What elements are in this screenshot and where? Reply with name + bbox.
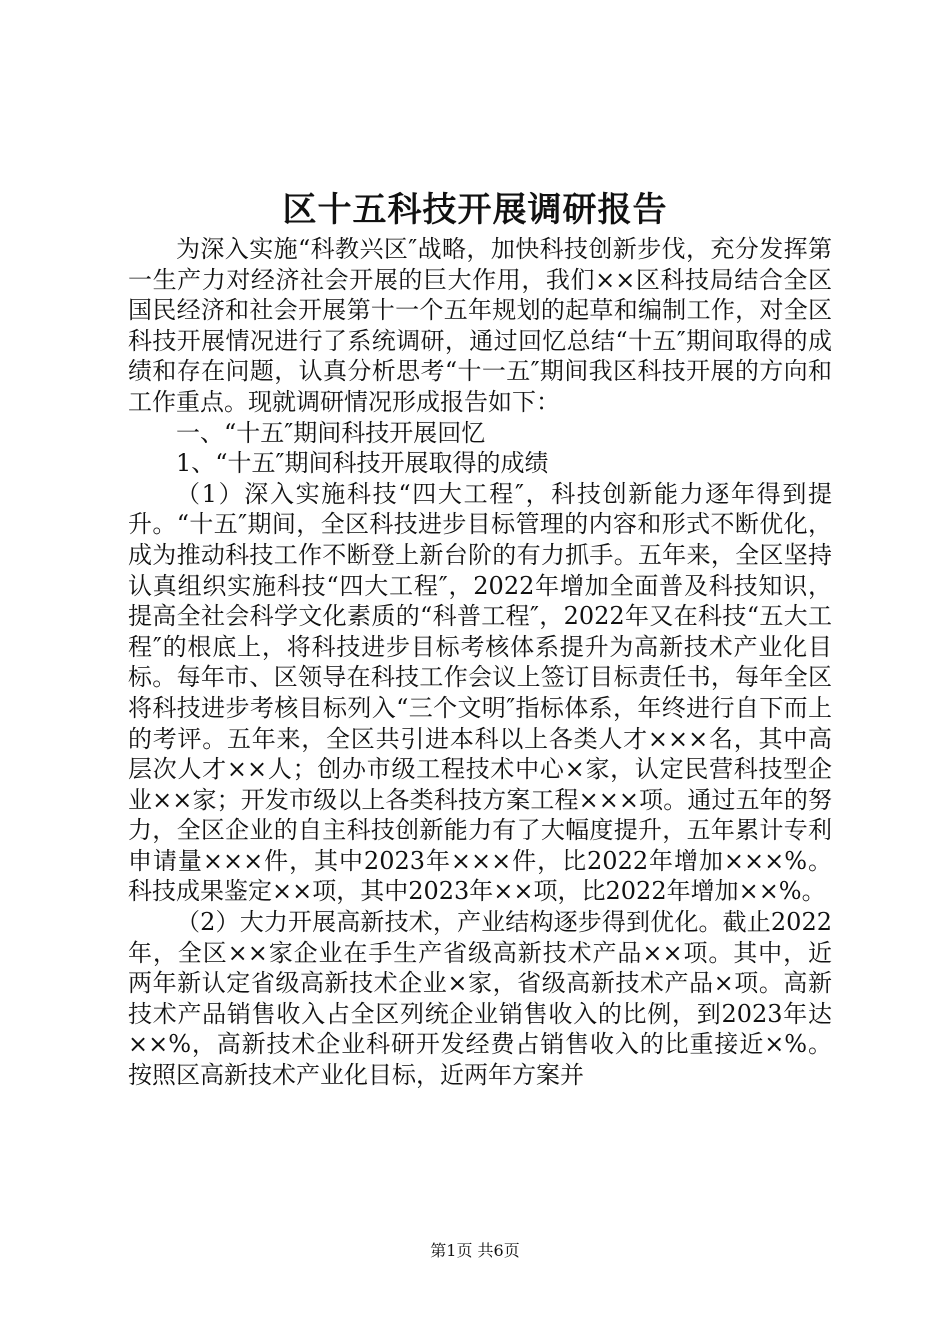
achievement-paragraph-2: （2）大力开展高新技术，产业结构逐步得到优化。截止2022年，全区××家企业在手生产省级高新技术产品××项。其中，近两年新认定省级高新技术企业×家，省级高新技术产品×项。高新技术产品销售收入占全区列统企业销售收入的比例，到2023年达××%，高新技术企业科研开发经费占销售收入的比重接近×%。按照区高新技术产业化目标，近两年方案并 <box>128 908 832 1090</box>
document-title: 区十五科技开展调研报告 <box>282 190 668 230</box>
intro-paragraph: 为深入实施“科教兴区″战略，加快科技创新步伐，充分发挥第一生产力对经济社会开展的巨大作用，我们××区科技局结合全区国民经济和社会开展第十一个五年规划的起草和编制工作，对全区科技开展情况进行了系统调研，通过回忆总结“十五″期间取得的成绩和存在问题，认真分析思考“十一五″期间我区科技开展的方向和工作重点。现就调研情况形成报告如下： <box>128 235 832 416</box>
page-number-footer: 第1页 共6页 <box>430 1241 520 1260</box>
subsection-heading: 1、“十五″期间科技开展取得的成绩 <box>176 449 549 478</box>
section-heading: 一、“十五″期间科技开展回忆 <box>176 418 486 447</box>
achievement-paragraph-1: （1）深入实施科技“四大工程″，科技创新能力逐年得到提升。“十五″期间，全区科技进步目标管理的内容和形式不断优化，成为推动科技工作不断登上新台阶的有力抓手。五年来，全区坚持认真组织实施科技“四大工程″，2022年增加全面普及科技知识，提高全社会科学文化素质的“科普工程″，2022年又在科技“五大工程″的根底上，将科技进步目标考核体系提升为高新技术产业化目标。每年市、区领导在科技工作会议上签订目标责任书，每年全区将科技进步考核目标列入“三个文明″指标体系，年终进行自下而上的考评。五年来，全区共引进本科以上各类人才×××名，其中高层次人才××人；创办市级工程技术中心×家，认定民营科技型企业××家；开发市级以上各类科技方案工程×××项。通过五年的努力，全区企业的自主科技创新能力有了大幅度提升，五年累计专利申请量×××件，其中2023年×××件，比2022年增加×××%。科技成果鉴定××项，其中2023年××项，比2022年增加××%。 <box>128 479 832 906</box>
document-body <box>128 234 832 1091</box>
